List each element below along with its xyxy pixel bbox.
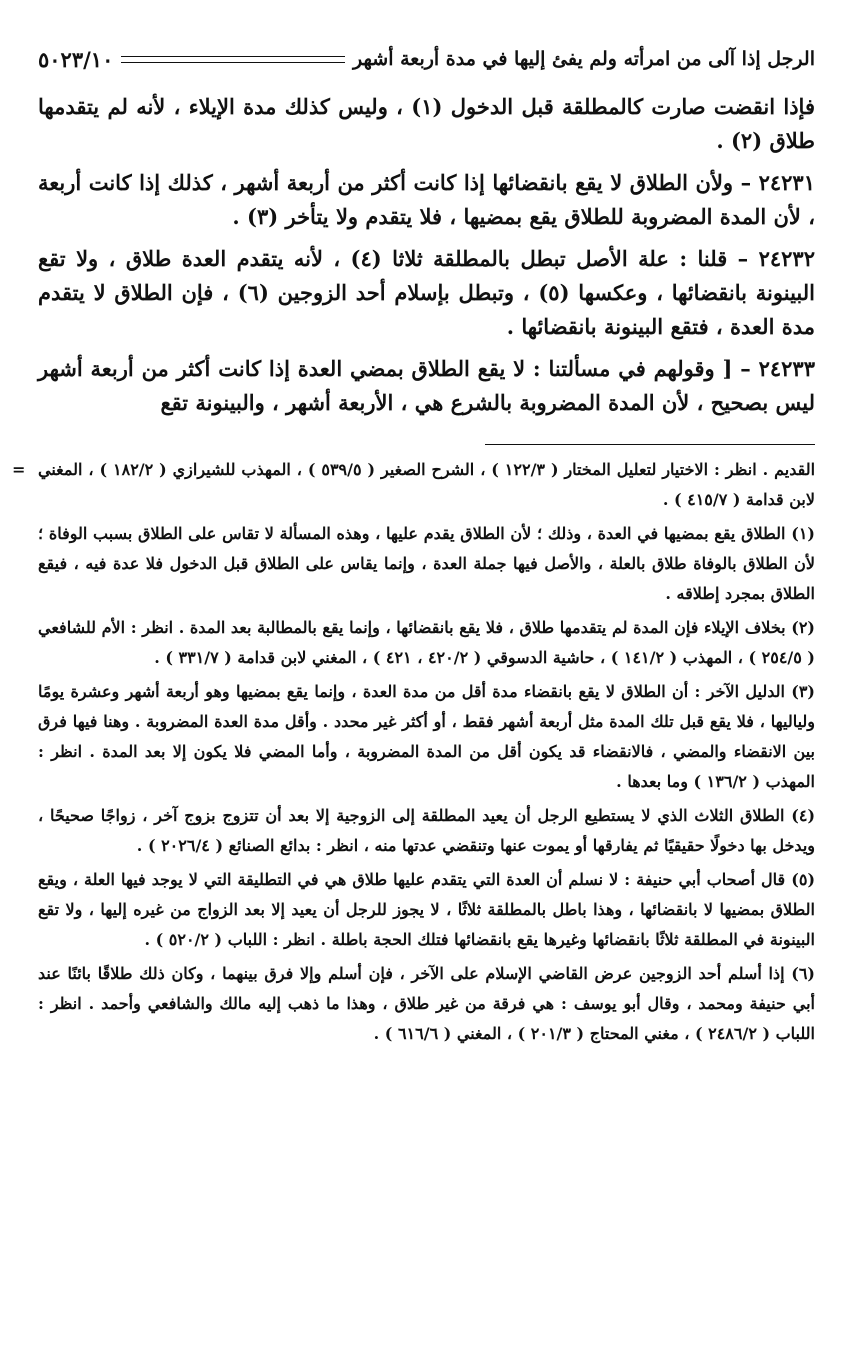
footnote-text: الدليل الآخر : أن الطلاق لا يقع بانقضاء مدة أقل من مدة العدة ، وإنما يقع بمضيها وهو أربعة أشهر وعشرة يومًا ولياليها ، فلا يقع قبل تلك المدة مثل أربعة أشهر فقط ، أو أكثر غير محدد . وأقل مدة العدة المضروبة . وهنا فيها فرق بين الانقضاء والمضي ، فالانقضاء قد يكون أقل من المدة المضروبة ، وأما المضي فلا يكون إلا بعد المدة . انظر : المهذب ( ١٣٦/٢ ) وما بعدها .: [38, 682, 815, 791]
paragraph-text: – قلنا : علة الأصل تبطل بالمطلقة ثلاثا (٤) ، لأنه يتقدم العدة طلاق ، ولا تقع البينونة بانقضائها ، وعكسها (٥) ، وتبطل بإسلام أحد الزوجين (٦) ، فإن الطلاق لا يتقدم مدة العدة ، فتقع البينونة بانقضائها .: [38, 246, 815, 339]
main-paragraph: [38, 166, 815, 234]
footnote-label: (٤): [791, 806, 816, 825]
footnote-label: (٥): [791, 870, 816, 889]
paragraph-text: – [ وقولهم في مسألتنا : لا يقع الطلاق بمضي العدة إذا كانت أكثر من أربعة أشهر ليس بصحيح ، لأن المدة المضروبة بالشرع هي ، الأربعة أشهر ، والبينونة تقع: [38, 356, 815, 415]
footnotes: [12, 455, 816, 1049]
footnote-label: (٦): [791, 964, 815, 983]
continuation-mark: =: [12, 460, 26, 479]
page-number: ٥٠٢٣/١٠: [38, 46, 114, 72]
footnote: [38, 865, 815, 955]
book-page: [12, 42, 816, 1053]
footnote: [38, 613, 815, 673]
footnote: [38, 959, 815, 1049]
main-paragraph: [38, 352, 815, 420]
footnote-text: إذا أسلم أحد الزوجين عرض القاضي الإسلام على الآخر ، فإن أسلم وإلا فرق بينهما ، وكان ذلك طلاقًا بائنًا عند أبي حنيفة ومحمد ، وقال أبو يوسف : هي فرقة من غير طلاق ، وهذا ما ذهب إليه مالك والشافعي وأحمد . انظر : اللباب ( ٢٤٨٦/٢ ) ، مغني المحتاج ( ٢٠١/٣ ) ، المغني ( ٦١٦/٦ ) .: [38, 964, 815, 1043]
footnote-text: القديم . انظر : الاختيار لتعليل المختار ( ١٢٢/٣ ) ، الشرح الصغير ( ٥٣٩/٥ ) ، المهذب للشيرازي ( ١٨٢/٢ ) ، المغني لابن قدامة ( ٤١٥/٧ ) .: [38, 460, 816, 509]
footnote-text: الطلاق يقع بمضيها في العدة ، وذلك ؛ لأن الطلاق يقدم عليها ، وهذه المسألة لا تقاس على الطلاق بسبب الوفاة ؛ لأن الطلاق بالوفاة طلاق بالعلة ، والأصل فيها جملة العدة ، وإنما يقاس على الطلاق قبل الدخول فلا عدة فيه ، فيقع الطلاق بمجرد إطلاقه .: [38, 524, 815, 603]
footnote: [38, 677, 815, 797]
paragraph-text: – ولأن الطلاق لا يقع بانقضائها إذا كانت أكثر من أربعة أشهر ، كذلك إذا كانت أربعة ، لأن المدة المضروبة للطلاق يقع بمضيها ، فلا يتقدم ولا يتأخر (٣) .: [38, 170, 815, 229]
footnote: [38, 519, 815, 609]
footnote: [38, 801, 815, 861]
running-header: [38, 42, 815, 76]
paragraph-text: فإذا انقضت صارت كالمطلقة قبل الدخول (١) ، وليس كذلك مدة الإيلاء ، لأنه لم يتقدمها طلاق (٢) .: [38, 94, 815, 153]
paragraph-number: ٢٤٢٣٣: [758, 356, 815, 381]
footnote-divider: [485, 444, 815, 445]
footnote-text: الطلاق الثلاث الذي لا يستطيع الرجل أن يعيد المطلقة إلى الزوجية إلا بعد أن تتزوج بزوج آخر ، زواجًا صحيحًا ، ويدخل بها دخولًا حقيقيًا ثم يفارقها أو يموت عنها وتنقضي عدتها منه ، انظر : بدائع الصنائع ( ٢٠٢٦/٤ ) .: [38, 806, 815, 855]
footnote-text: بخلاف الإيلاء فإن المدة لم يتقدمها طلاق ، فلا يقع بانقضائها ، وإنما يقع بالمطالبة بعد المدة . انظر : الأم للشافعي ( ٢٥٤/٥ ) ، المهذب ( ١٤١/٢ ) ، حاشية الدسوقي ( ٤٢٠/٢ ، ٤٢١ ) ، المغني لابن قدامة ( ٣٣١/٧ ) .: [38, 618, 815, 667]
footnote-label: (٢): [791, 618, 815, 637]
paragraph-number: ٢٤٢٣١: [758, 170, 815, 195]
footnote-text: قال أصحاب أبي حنيفة : لا نسلم أن العدة التي يتقدم عليها طلاق هي في التطليقة التي لا يوجد فيها العلة ، ويقع الطلاق بمضيها لا بانقضائها ، وهذا باطل بالمطلقة ثلاثًا ، لا يجوز للرجل أن يعيد إلا بعد الزواج من غيره إليها ، ولا تقع البينونة في المطلقة ثلاثًا بانقضائها وغيرها يقع بانقضائها فتلك الحجة باطلة . انظر : اللباب ( ٥٢٠/٢ ) .: [38, 870, 815, 949]
main-paragraph: [38, 242, 815, 344]
main-paragraph: [38, 90, 815, 158]
main-text: [38, 90, 815, 420]
paragraph-number: ٢٤٢٣٢: [758, 246, 815, 271]
footnote: [12, 455, 816, 515]
footnote-divider-wrap: [38, 428, 815, 455]
running-title: الرجل إذا آلى من امرأته ولم يفئ إليها في مدة أربعة أشهر: [353, 48, 815, 70]
footnote-label: (٣): [791, 682, 815, 701]
header-rule: [121, 56, 345, 63]
footnote-label: (١): [791, 524, 815, 543]
